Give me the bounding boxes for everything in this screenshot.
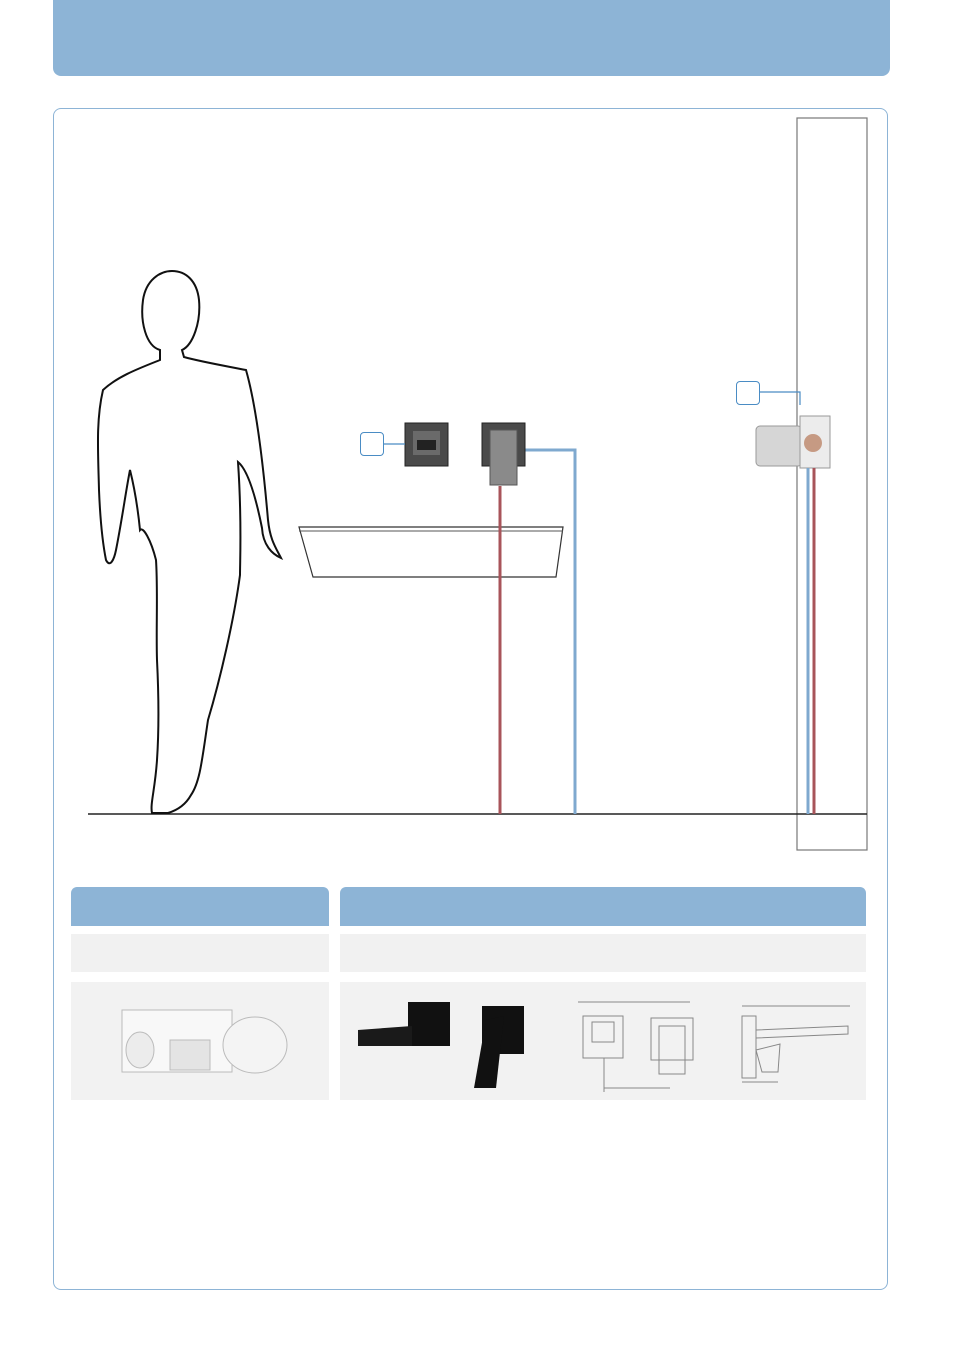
cold-water-pipe [524, 450, 575, 814]
callout-2 [360, 432, 384, 456]
product-image-2 [340, 982, 866, 1100]
card-2-description [340, 934, 866, 972]
card-2-header [340, 887, 866, 926]
concealed-body-side [756, 416, 830, 468]
wash-basin [299, 527, 563, 577]
person-silhouette [98, 271, 281, 813]
card-1-header [71, 887, 329, 926]
mixer-fixture [482, 423, 525, 485]
callout-1 [736, 381, 760, 405]
product-image-1 [71, 982, 329, 1100]
card-1-description [71, 934, 329, 972]
spout-fixture [405, 423, 448, 466]
